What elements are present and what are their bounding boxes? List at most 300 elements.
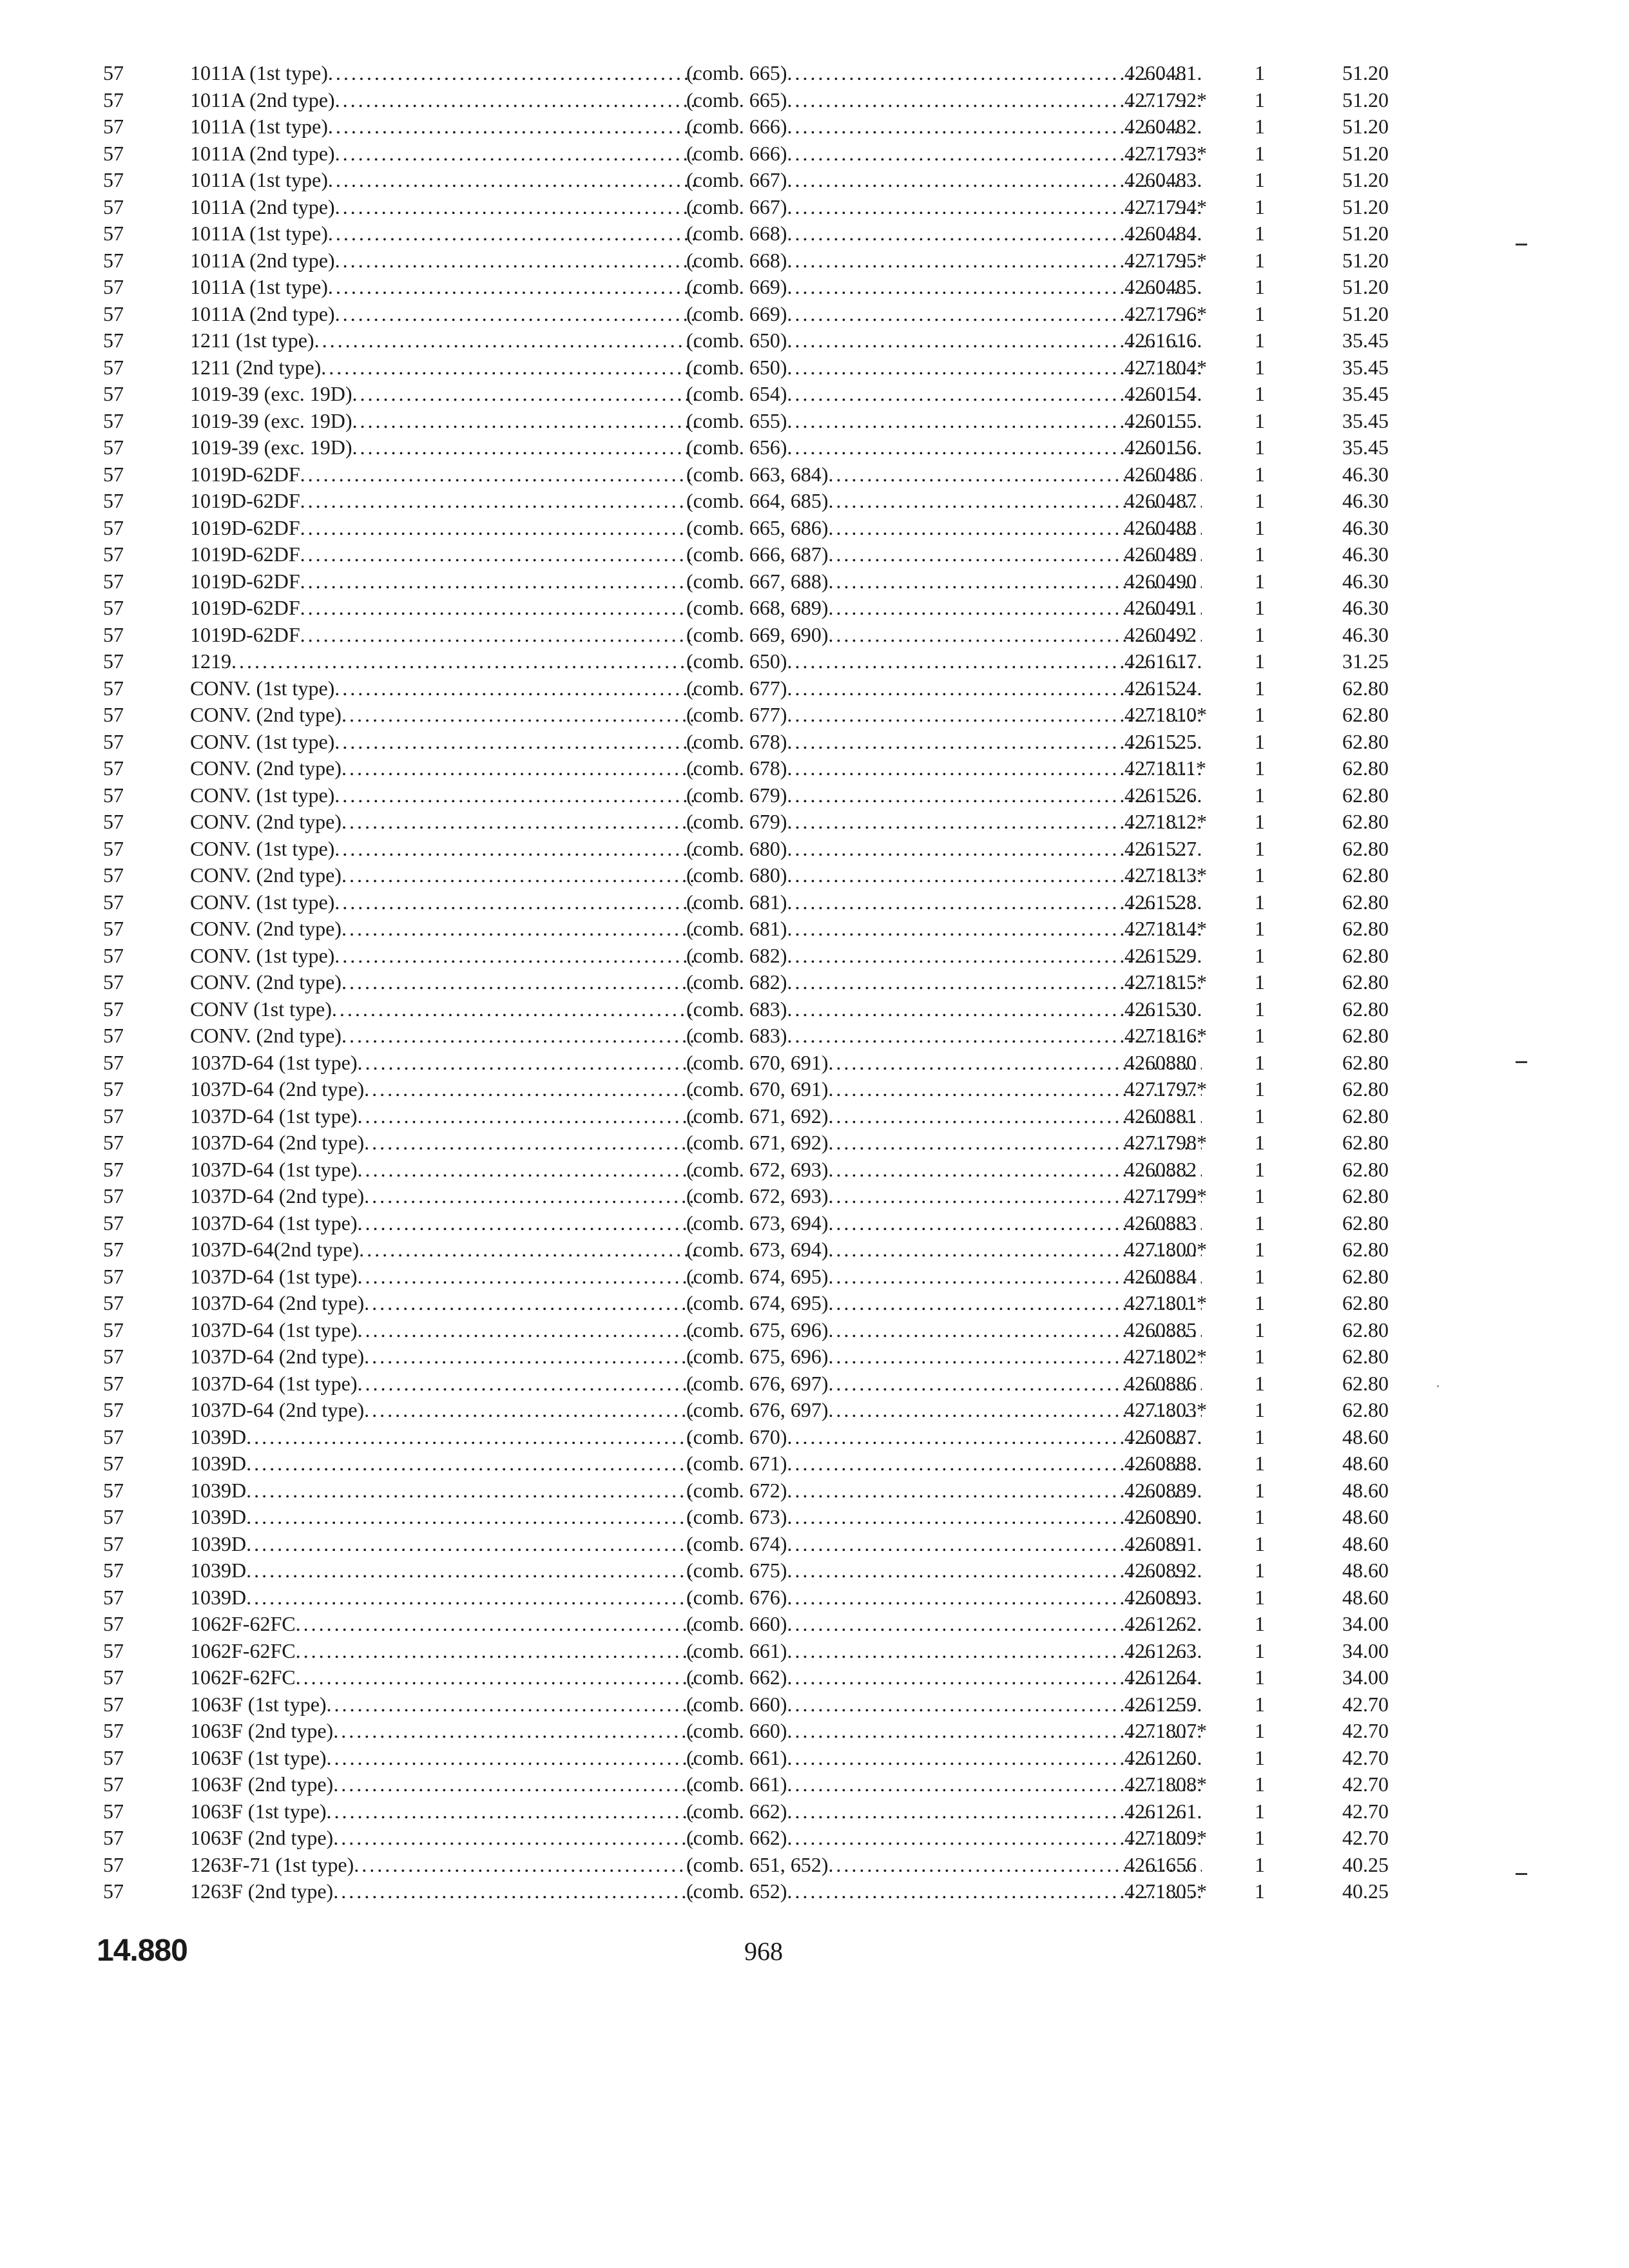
quantity: 1 [1255,408,1265,432]
model: 1037D-64 (2nd type) ..... [190,1397,696,1424]
quantity: 1 [1255,1745,1265,1769]
model: 1019-39 (exc. 19D) ..... [190,408,696,435]
table-row [97,1557,1389,1584]
combination: (comb. 655) ..... [686,408,1202,435]
price: 62.80 [1342,1157,1389,1181]
quantity: 1 [1255,248,1265,272]
price: 34.00 [1342,1639,1389,1662]
table-row [97,1210,1389,1237]
year: 57 [103,489,124,512]
part-number: 4260886 [1124,1371,1197,1395]
combination: (comb. 668, 689) ..... [686,595,1202,622]
part-number: 4261616 [1124,329,1197,352]
part-number: 4271804* [1124,355,1207,379]
year: 57 [103,890,124,914]
model: 1063F (1st type) ..... [190,1745,696,1772]
year: 57 [103,756,124,780]
year: 57 [103,61,124,84]
combination: (comb. 673) ..... [686,1504,1202,1531]
model: CONV. (1st type) ..... [190,889,696,916]
year: 57 [103,1692,124,1716]
part-number: 4260488 [1124,515,1197,539]
part-number: 4261527 [1124,836,1197,860]
model: 1019D-62DF ..... [190,488,696,515]
price: 62.80 [1342,756,1389,780]
combination: (comb. 679) ..... [686,782,1202,809]
year: 57 [103,1104,124,1128]
quantity: 1 [1255,943,1265,967]
margin-mark [1516,1061,1527,1063]
combination: (comb. 679) ..... [686,809,1202,836]
model: 1019-39 (exc. 19D) ..... [190,381,696,408]
quantity: 1 [1255,783,1265,807]
quantity: 1 [1255,195,1265,218]
table-row [97,1317,1389,1344]
table-row [97,60,1389,87]
price: 62.80 [1342,783,1389,807]
part-number: 4271801* [1124,1291,1207,1314]
model: 1011A (1st type) ..... [190,167,696,194]
table-row [97,1584,1389,1611]
year: 57 [103,1131,124,1154]
table-row [97,648,1389,675]
combination: (comb. 669) ..... [686,274,1202,301]
part-number: 4260885 [1124,1318,1197,1341]
table-row [97,1236,1389,1264]
year: 57 [103,1291,124,1314]
part-number: 4261259 [1124,1692,1197,1716]
price: 62.80 [1342,1345,1389,1368]
part-number: 4260888 [1124,1452,1197,1475]
table-row [97,622,1389,649]
price: 42.70 [1342,1826,1389,1849]
model: CONV. (2nd type) ..... [190,1023,696,1050]
combination: (comb. 665) ..... [686,60,1202,87]
quantity: 1 [1255,1184,1265,1207]
combination: (comb. 677) ..... [686,675,1202,702]
combination: (comb. 670, 691) ..... [686,1050,1202,1077]
quantity: 1 [1255,917,1265,940]
year: 57 [103,275,124,298]
price: 46.30 [1342,596,1389,619]
quantity: 1 [1255,302,1265,325]
price: 48.60 [1342,1505,1389,1528]
quantity: 1 [1255,1559,1265,1582]
model: CONV. (1st type) ..... [190,943,696,970]
combination: (comb. 662) ..... [686,1664,1202,1691]
year: 57 [103,88,124,111]
year: 57 [103,1745,124,1769]
model: 1019D-62DF ..... [190,515,696,542]
year: 57 [103,1719,124,1742]
part-number: 4271793* [1124,141,1207,165]
combination: (comb. 668) ..... [686,220,1202,247]
quantity: 1 [1255,88,1265,111]
table-row [97,113,1389,140]
part-number: 4260485 [1124,275,1197,298]
price: 51.20 [1342,275,1389,298]
price: 62.80 [1342,917,1389,940]
table-row [97,1611,1389,1638]
part-number: 4261524 [1124,676,1197,700]
model: 1062F-62FC ..... [190,1638,696,1665]
table-row [97,1076,1389,1103]
quantity: 1 [1255,222,1265,245]
quantity: 1 [1255,1478,1265,1502]
year: 57 [103,462,124,486]
table-row [97,247,1389,274]
year: 57 [103,1398,124,1421]
table-row [97,1290,1389,1317]
combination: (comb. 676) ..... [686,1584,1202,1611]
model: 1011A (2nd type) ..... [190,194,696,221]
model: 1037D-64 (1st type) ..... [190,1264,696,1291]
model: 1011A (1st type) ..... [190,60,696,87]
year: 57 [103,115,124,138]
quantity: 1 [1255,382,1265,405]
part-number: 4271813* [1124,863,1207,887]
price: 35.45 [1342,355,1389,379]
year: 57 [103,1639,124,1662]
price: 62.80 [1342,1291,1389,1314]
part-number: 4261529 [1124,943,1197,967]
year: 57 [103,729,124,753]
table-row [97,836,1389,863]
year: 57 [103,917,124,940]
price: 51.20 [1342,248,1389,272]
quantity: 1 [1255,1505,1265,1528]
combination: (comb. 668) ..... [686,247,1202,274]
combination: (comb. 671, 692) ..... [686,1103,1202,1130]
table-row [97,702,1389,729]
price: 42.70 [1342,1719,1389,1742]
part-number: 4260482 [1124,115,1197,138]
year: 57 [103,676,124,700]
part-number: 4261617 [1124,649,1197,673]
combination: (comb. 670, 691) ..... [686,1076,1202,1103]
quantity: 1 [1255,1719,1265,1742]
price: 62.80 [1342,970,1389,994]
part-number: 4271794* [1124,195,1207,218]
model: CONV. (1st type) ..... [190,782,696,809]
price: 48.60 [1342,1478,1389,1502]
price: 62.80 [1342,810,1389,833]
table-row [97,434,1389,461]
table-row [97,916,1389,943]
part-number: 4271800* [1124,1238,1207,1261]
part-number: 4260884 [1124,1264,1197,1288]
year: 57 [103,783,124,807]
quantity: 1 [1255,275,1265,298]
part-number: 4261656 [1124,1852,1197,1876]
price: 62.80 [1342,943,1389,967]
model: 1011A (1st type) ..... [190,220,696,247]
price: 51.20 [1342,141,1389,165]
year: 57 [103,1532,124,1555]
part-number: 4271808* [1124,1773,1207,1796]
table-row [97,1771,1389,1798]
table-row [97,969,1389,996]
price: 51.20 [1342,61,1389,84]
price: 62.80 [1342,1264,1389,1288]
combination: (comb. 675) ..... [686,1557,1202,1584]
table-row [97,1157,1389,1184]
model: 1037D-64 (1st type) ..... [190,1050,696,1077]
year: 57 [103,141,124,165]
part-number: 4261530 [1124,997,1197,1021]
price: 51.20 [1342,302,1389,325]
combination: (comb. 678) ..... [686,729,1202,756]
model: CONV. (2nd type) ..... [190,969,696,996]
table-row [97,408,1389,435]
combination: (comb. 660) ..... [686,1691,1202,1718]
combination: (comb. 662) ..... [686,1825,1202,1852]
year: 57 [103,408,124,432]
year: 57 [103,1478,124,1502]
part-number: 4261263 [1124,1639,1197,1662]
price: 48.60 [1342,1452,1389,1475]
combination: (comb. 667, 688) ..... [686,568,1202,595]
quantity: 1 [1255,141,1265,165]
combination: (comb. 665) ..... [686,87,1202,114]
table-row [97,1477,1389,1504]
model: CONV. (2nd type) ..... [190,809,696,836]
price: 51.20 [1342,88,1389,111]
part-number: 4260892 [1124,1559,1197,1582]
model: 1019D-62DF ..... [190,461,696,488]
table-row [97,862,1389,889]
part-number: 4271814* [1124,917,1207,940]
table-row [97,1825,1389,1852]
price: 40.25 [1342,1879,1389,1903]
year: 57 [103,1264,124,1288]
year: 57 [103,355,124,379]
price: 46.30 [1342,515,1389,539]
table-row [97,488,1389,515]
year: 57 [103,1371,124,1395]
quantity: 1 [1255,970,1265,994]
year: 57 [103,703,124,726]
model: 1211 (2nd type) ..... [190,354,696,381]
year: 57 [103,1157,124,1181]
part-number: 4260491 [1124,596,1197,619]
table-row [97,1798,1389,1825]
model: 1039D ..... [190,1557,696,1584]
year: 57 [103,302,124,325]
year: 57 [103,1773,124,1796]
price: 35.45 [1342,408,1389,432]
price: 62.80 [1342,1318,1389,1341]
margin-mark [1516,1873,1527,1875]
price: 62.80 [1342,703,1389,726]
quantity: 1 [1255,115,1265,138]
combination: (comb. 650) ..... [686,354,1202,381]
model: 1011A (2nd type) ..... [190,247,696,274]
year: 57 [103,436,124,459]
part-number: 4271807* [1124,1719,1207,1742]
combination: (comb. 681) ..... [686,889,1202,916]
price: 62.80 [1342,1398,1389,1421]
combination: (comb. 661) ..... [686,1638,1202,1665]
year: 57 [103,1559,124,1582]
table-row [97,729,1389,756]
model: 1063F (1st type) ..... [190,1798,696,1825]
price: 62.80 [1342,1131,1389,1154]
price: 62.80 [1342,863,1389,887]
model: 1019D-62DF ..... [190,595,696,622]
model: CONV. (2nd type) ..... [190,916,696,943]
quantity: 1 [1255,1077,1265,1100]
part-number: 4261525 [1124,729,1197,753]
year: 57 [103,836,124,860]
model: 1019D-62DF ..... [190,568,696,595]
year: 57 [103,1345,124,1368]
price: 62.80 [1342,729,1389,753]
price: 48.60 [1342,1532,1389,1555]
quantity: 1 [1255,543,1265,566]
table-row [97,1745,1389,1772]
year: 57 [103,863,124,887]
combination: (comb. 683) ..... [686,996,1202,1023]
model: CONV. (1st type) ..... [190,729,696,756]
table-row [97,327,1389,354]
combination: (comb. 674, 695) ..... [686,1290,1202,1317]
quantity: 1 [1255,836,1265,860]
model: 1263F-71 (1st type) ..... [190,1852,696,1879]
table-row [97,1370,1389,1398]
price: 48.60 [1342,1559,1389,1582]
year: 57 [103,970,124,994]
price: 46.30 [1342,489,1389,512]
model: 1019-39 (exc. 19D) ..... [190,434,696,461]
year: 57 [103,195,124,218]
part-number: 4271798* [1124,1131,1207,1154]
model: 1011A (2nd type) ..... [190,87,696,114]
price: 40.25 [1342,1852,1389,1876]
year: 57 [103,596,124,619]
table-row [97,541,1389,568]
model: 1039D ..... [190,1424,696,1451]
table-row [97,1397,1389,1424]
price: 62.80 [1342,676,1389,700]
quantity: 1 [1255,1398,1265,1421]
part-number: 4260492 [1124,622,1197,646]
part-number: 4260156 [1124,436,1197,459]
price: 51.20 [1342,222,1389,245]
combination: (comb. 674, 695) ..... [686,1264,1202,1291]
table-row [97,1878,1389,1905]
price: 62.80 [1342,1077,1389,1100]
table-row [97,87,1389,114]
model: 1037D-64 (1st type) ..... [190,1317,696,1344]
table-row [97,194,1389,221]
quantity: 1 [1255,462,1265,486]
year: 57 [103,1318,124,1341]
combination: (comb. 650) ..... [686,327,1202,354]
quantity: 1 [1255,489,1265,512]
table-row [97,1450,1389,1477]
quantity: 1 [1255,1345,1265,1368]
part-number: 4271802* [1124,1345,1207,1368]
year: 57 [103,1184,124,1207]
table-row [97,515,1389,542]
table-row [97,381,1389,408]
quantity: 1 [1255,729,1265,753]
price: 62.80 [1342,1024,1389,1047]
quantity: 1 [1255,649,1265,673]
part-number: 4260486 [1124,462,1197,486]
quantity: 1 [1255,1238,1265,1261]
combination: (comb. 669) ..... [686,301,1202,328]
quantity: 1 [1255,703,1265,726]
quantity: 1 [1255,1425,1265,1448]
combination: (comb. 681) ..... [686,916,1202,943]
table-row [97,1718,1389,1745]
combination: (comb. 666, 687) ..... [686,541,1202,568]
table-row [97,1531,1389,1558]
combination: (comb. 652) ..... [686,1878,1202,1905]
table-row [97,1638,1389,1665]
part-number: 4260881 [1124,1104,1197,1128]
model: 1037D-64 (2nd type) ..... [190,1129,696,1157]
combination: (comb. 654) ..... [686,381,1202,408]
part-number: 4271812* [1124,810,1207,833]
section-number: 14.880 [97,1934,188,1968]
year: 57 [103,943,124,967]
year: 57 [103,1024,124,1047]
quantity: 1 [1255,436,1265,459]
quantity: 1 [1255,168,1265,191]
year: 57 [103,810,124,833]
part-number: 4260489 [1124,543,1197,566]
table-row [97,755,1389,782]
part-number: 4260882 [1124,1157,1197,1181]
quantity: 1 [1255,1371,1265,1395]
price: 62.80 [1342,1371,1389,1395]
part-number: 4271792* [1124,88,1207,111]
year: 57 [103,1852,124,1876]
year: 57 [103,622,124,646]
model: CONV. (2nd type) ..... [190,755,696,782]
price: 62.80 [1342,1238,1389,1261]
quantity: 1 [1255,329,1265,352]
table-row [97,1424,1389,1451]
part-number: 4260893 [1124,1585,1197,1609]
part-number: 4271796* [1124,302,1207,325]
quantity: 1 [1255,1157,1265,1181]
model: 1062F-62FC ..... [190,1664,696,1691]
year: 57 [103,1826,124,1849]
table-row [97,1129,1389,1157]
table-row [97,1183,1389,1210]
table-row [97,301,1389,328]
model: 1063F (1st type) ..... [190,1691,696,1718]
quantity: 1 [1255,596,1265,619]
part-number: 4271805* [1124,1879,1207,1903]
year: 57 [103,1799,124,1823]
table-row [97,461,1389,488]
year: 57 [103,168,124,191]
table-row [97,1343,1389,1370]
price: 62.80 [1342,997,1389,1021]
combination: (comb. 670) ..... [686,1424,1202,1451]
quantity: 1 [1255,676,1265,700]
model: CONV. (1st type) ..... [190,675,696,702]
quantity: 1 [1255,61,1265,84]
year: 57 [103,569,124,593]
table-row [97,167,1389,194]
combination: (comb. 675, 696) ..... [686,1317,1202,1344]
